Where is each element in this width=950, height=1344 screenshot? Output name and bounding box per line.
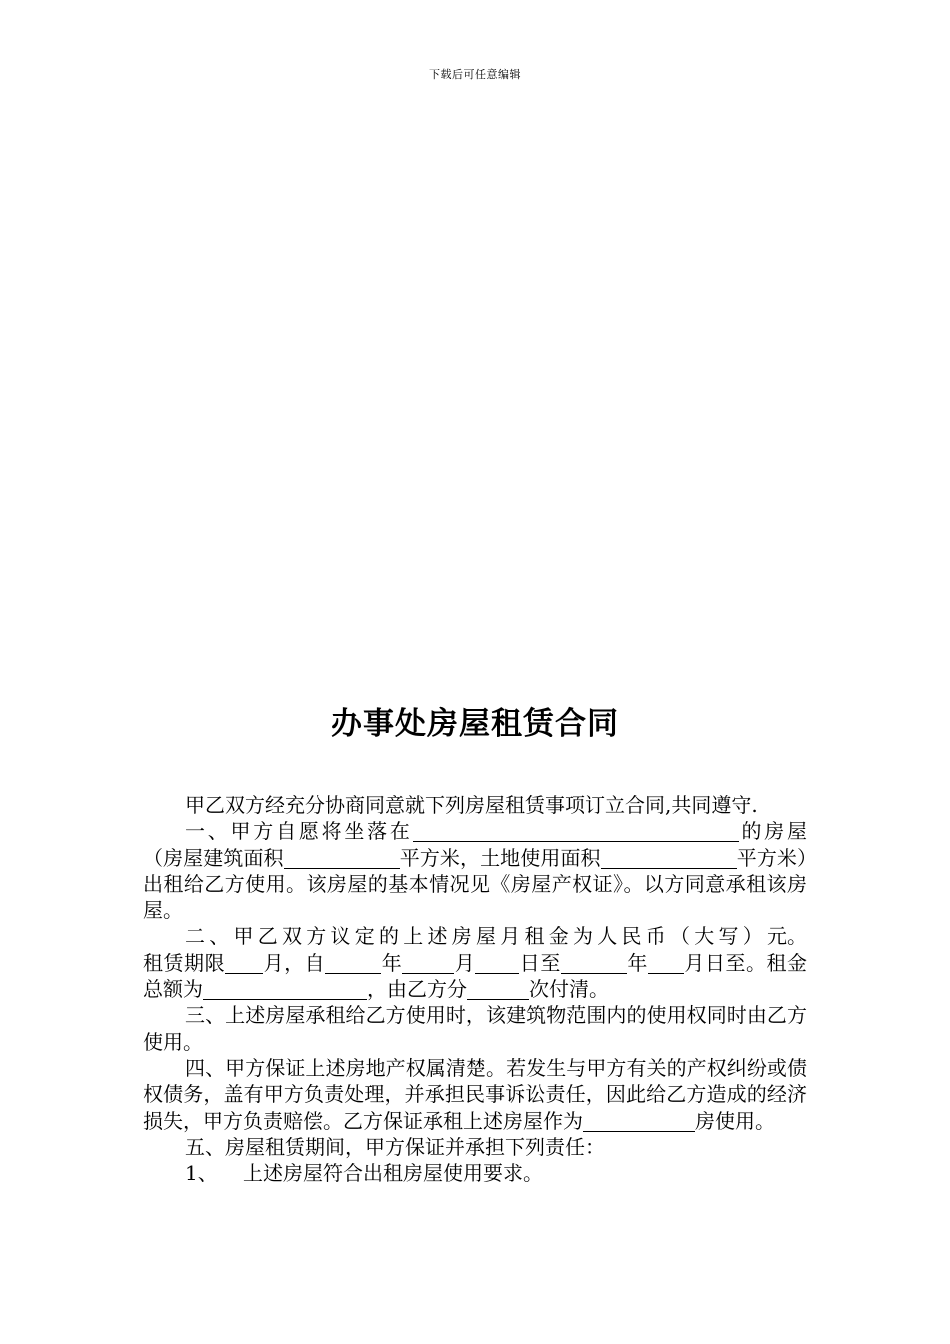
clause-2-text-e: 月 — [454, 950, 476, 975]
item-number: 1、 — [185, 1161, 218, 1186]
lease-months-blank — [225, 953, 263, 974]
clause-2-text-c: 月，自 — [263, 950, 326, 975]
clause-2-text-h: 月日至。租金总额为 — [143, 950, 808, 1002]
end-year-blank — [561, 953, 627, 974]
intro-paragraph: 甲乙双方经充分协商同意就下列房屋租赁事项订立合同,共同遵守. — [185, 793, 758, 817]
clause-2-text-f: 日至 — [519, 950, 561, 975]
clause-1-text-a: 一、甲方自愿将坐落在 — [185, 819, 413, 844]
clause-5-item-1 — [143, 1160, 807, 1186]
location-blank — [413, 821, 739, 842]
start-month-blank — [402, 953, 454, 974]
clause-1-text-c: 平方米，土地使用面积 — [399, 845, 601, 870]
installments-blank — [467, 979, 529, 1000]
clause-2-text-g: 年 — [626, 950, 648, 975]
clause-2-text-b: 元。租赁期限 — [143, 924, 808, 975]
item-text: 上述房屋符合出租房屋使用要求。 — [243, 1161, 543, 1186]
clause-2-text-j: 次付清。 — [529, 977, 609, 1002]
clause-3: 三、上述房屋承租给乙方使用时，该建筑物范围内的使用权同时由乙方使用。 — [143, 1003, 807, 1054]
clause-4 — [143, 1055, 807, 1134]
start-day-blank — [475, 953, 519, 974]
clause-2-text-i: ，由乙方分 — [367, 977, 467, 1002]
total-rent-blank — [203, 979, 367, 1000]
document-title: 办事处房屋租赁合同 — [331, 706, 619, 742]
clause-2-text-d: 年 — [381, 950, 403, 975]
page-header: 下载后可任意编辑 — [429, 68, 521, 81]
start-year-blank — [325, 953, 381, 974]
clause-2-text-a: 二、甲乙双方议定的上述房屋月租金为人民币（大写） — [185, 924, 767, 949]
end-month-blank — [648, 953, 684, 974]
land-area-blank — [601, 848, 737, 869]
clause-1-text-d: 平方米）出租给乙方使用。该房屋的基本情况见《房屋产权证》。以方同意承租该房屋。 — [143, 845, 808, 923]
contract-body — [143, 792, 807, 1186]
clause-1 — [143, 818, 807, 923]
usage-blank — [583, 1111, 695, 1132]
clause-2 — [143, 923, 807, 1002]
clause-4-text-b: 房使用。 — [695, 1108, 775, 1133]
clause-1-text-b: 的房屋（房屋建筑面积 — [143, 819, 808, 870]
clause-5: 五、房屋租赁期间，甲方保证并承担下列责任： — [185, 1134, 605, 1159]
clause-4-text-a: 四、甲方保证上述房地产权属清楚。若发生与甲方有关的产权纠纷或债权债务，盖有甲方负责处理，并承担民事诉讼责任，因此给乙方造成的经济损失，甲方负责赔偿。乙方保证承租上述房屋作为 — [143, 1055, 807, 1133]
building-area-blank — [284, 848, 400, 869]
